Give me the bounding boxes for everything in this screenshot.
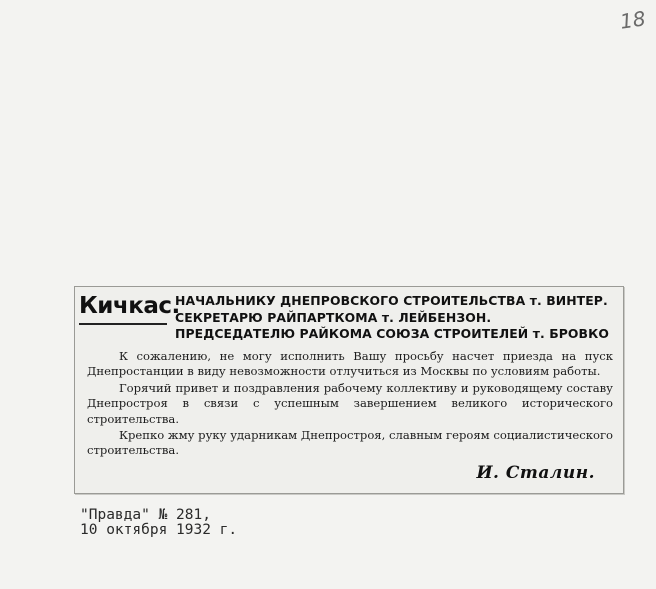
- page-number: 18: [618, 6, 647, 34]
- telegram-body: [87, 349, 613, 460]
- paragraph: К сожалению, не могу исполнить Вашу просьбу насчет приезда на пуск Днепростанции в виду невозможности отлучиться из Москвы по условиям работы.: [87, 349, 613, 379]
- source-line: "Правда" № 281,: [80, 507, 211, 523]
- source-citation: [80, 508, 237, 538]
- paragraph: Крепко жму руку ударникам Днепростроя, славным героям социалистического строительства.: [87, 428, 613, 458]
- paragraph: Горячий привет и поздравления рабочему коллективу и руководящему составу Днепростроя в связи с успешным завершением великого исторического строительства.: [87, 380, 613, 426]
- source-date: 10 октября 1932 г.: [80, 522, 238, 538]
- addressee-line: СЕКРЕТАРЮ РАЙПАРТКОМА т. ЛЕЙБЕНЗОН.: [175, 309, 492, 325]
- addressee-block: [175, 293, 609, 343]
- dateline: Кичкас.: [79, 293, 180, 319]
- dateline-underline: [79, 323, 167, 325]
- newspaper-clipping: [74, 286, 624, 494]
- addressee-line: НАЧАЛЬНИКУ ДНЕПРОВСКОГО СТРОИТЕЛЬСТВА т. ВИНТЕР.: [175, 293, 608, 308]
- addressee-line: ПРЕДСЕДАТЕЛЮ РАЙКОМА СОЮЗА СТРОИТЕЛЕЙ т. БРОВКО: [175, 326, 609, 341]
- signature: И. Сталин.: [476, 463, 595, 483]
